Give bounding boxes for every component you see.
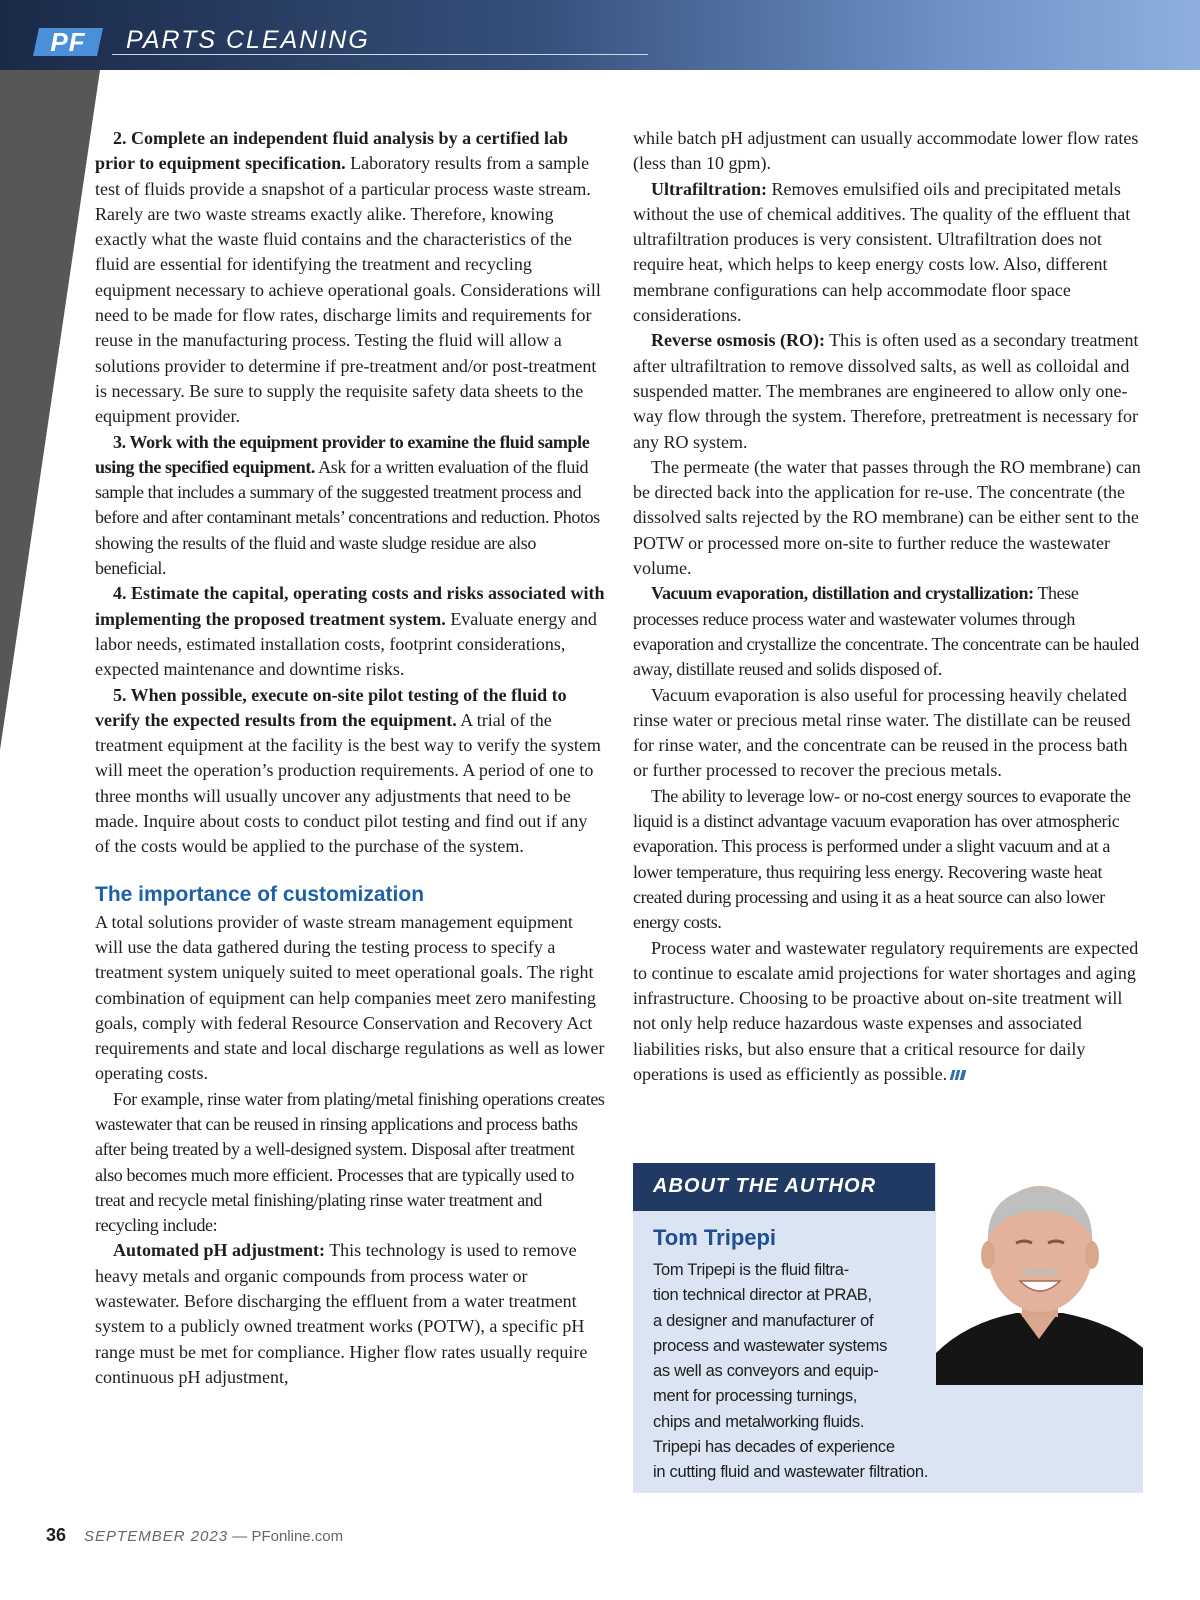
paragraph-reverse-osmosis: Reverse osmosis (RO): This is often used as a secondary treatment after ultrafiltration to remove dissolved salts, as well as colloidal and suspended matter. The membranes are engineered to allow only one-way flow through the system. Therefore, pretreatment is necessary for any RO system. xyxy=(633,330,1139,452)
paragraph-step-3: 3. Work with the equipment provider to examine the fluid sample using the specified equipment. Ask for a written evaluation of the fluid sample that includes a summary of the suggested treatment process and before and after contaminant metals’ concentrations and reduction. Photos showing the results of the fluid and waste sludge residue are also beneficial. xyxy=(95,431,600,579)
paragraph-example: For example, rinse water from plating/metal finishing operations creates wastewater that can be reused in rinsing applications and process baths after being treated by a well-designed system. Disposal after treatment also becomes much more efficient. Processes that are typically used to treat and recycle metal finishing/plating rinse water treatment and recycling include: xyxy=(95,1088,605,1236)
footer-separator: — xyxy=(228,1528,252,1545)
section-heading: The importance of customization xyxy=(95,882,425,906)
header-rule xyxy=(112,54,648,55)
paragraph-ph-adjustment: Automated pH adjustment: This technology is used to remove heavy metals and organic compounds from process water or wastewater. Before discharging the effluent from a water treatment system to a publicly owned treatment works (POTW), a specific pH range must be met for compliance. Higher flow rates usually require continuous pH adjustment, xyxy=(95,1240,588,1387)
page-number: 36 xyxy=(46,1525,67,1545)
decorative-wedge xyxy=(0,70,100,750)
left-column xyxy=(95,126,605,1390)
magazine-logo: PF xyxy=(33,28,103,56)
website: PFonline.com xyxy=(251,1528,344,1545)
author-photo xyxy=(936,1163,1143,1385)
section-title: PARTS CLEANING xyxy=(126,26,370,54)
page-header xyxy=(0,0,1200,70)
page-footer xyxy=(46,1525,343,1546)
paragraph-step-2: 2. Complete an independent fluid analysis by a certified lab prior to equipment specification. Laboratory results from a sample test of fluids provide a snapshot of a particular process waste stream. Rarely are two waste streams exactly alike. Therefore, knowing exactly what the waste fluid contains and the characteristics of the fluid are essential for identifying the treatment and recycling equipment necessary to achieve operational goals. Considerations will need to be made for flow rates, discharge limits and requirements for reuse in the manufacturing process. Testing the fluid will allow a solutions provider to determine if pre-treatment and/or post-treatment is necessary. Be sure to supply the requisite safety data sheets to the equipment provider. xyxy=(95,128,601,427)
issue-date: SEPTEMBER 2023 xyxy=(84,1528,229,1545)
paragraph-step-5: 5. When possible, execute on-site pilot testing of the fluid to verify the expected results from the equipment. A trial of the treatment equipment at the facility is the best way to verify the system will meet the operation’s production requirements. A period of one to three months will usually uncover any adjustments that need to be made. Inquire about costs to conduct pilot testing and find out if any of the costs would be applied to the purchase of the system. xyxy=(95,684,601,857)
paragraph-vacuum-evaporation: Vacuum evaporation, distillation and crystallization: These processes reduce process water and wastewater volumes through evaporation and crystallize the concentrate. The concentrate can be hauled away, distillate reused and solids disposed of. xyxy=(633,583,1139,680)
paragraph-step-4: 4. Estimate the capital, operating costs and risks associated with implementing the proposed treatment system. Evaluate energy and labor needs, estimated installation costs, footprint considerations, expected maintenance and downtime risks. xyxy=(95,583,605,680)
right-column xyxy=(633,126,1143,1087)
author-name: Tom Tripepi xyxy=(653,1225,777,1250)
paragraph-continued: while batch pH adjustment can usually accommodate lower flow rates (less than 10 gpm). xyxy=(633,128,1139,174)
paragraph-energy-sources: The ability to leverage low- or no-cost energy sources to evaporate the liquid is a distinct advantage vacuum evaporation has over atmospheric evaporation. This process is performed under a slight vacuum and at a lower temperature, thus requiring less energy. Recovering waste heat created during processing and using it as a heat source can also lower energy costs. xyxy=(633,785,1131,933)
about-author-box xyxy=(633,1163,1143,1493)
end-mark-icon xyxy=(950,1070,967,1080)
author-box-header: ABOUT THE AUTHOR xyxy=(633,1163,935,1211)
paragraph-chelated-rinse: Vacuum evaporation is also useful for processing heavily chelated rinse water or precious metal rinse water. The distillate can be reused for rinse water, and the concentrate can be reused in the process bath or further processed to recover the precious metals. xyxy=(633,684,1131,781)
paragraph-permeate: The permeate (the water that passes through the RO membrane) can be directed back into the application for re-use. The concentrate (the dissolved salts rejected by the RO membrane) can be either sent to the POTW or processed more on-site to further reduce the wastewater volume. xyxy=(633,456,1141,579)
paragraph-conclusion: Process water and wastewater regulatory requirements are expected to continue to escalate amid projections for water shortages and aging infrastructure. Choosing to be proactive about on-site treatment will not only help reduce hazardous waste expenses and associated liabilities risks, but also ensure that a critical resource for daily operations is used as efficiently as possible. xyxy=(633,937,1139,1084)
author-bio: Tom Tripepi is the fluid filtra- tion technical director at PRAB, a designer and manufacturer of process and wastewater systems as well as conveyors and equip- ment for processing turnings, chips and metalworking fluids. Tripepi has decades of experience in cutting fluid and wastewater filtration. xyxy=(653,1261,929,1482)
paragraph-customization: A total solutions provider of waste stream management equipment will use the data gathered during the testing process to specify a treatment system uniquely suited to meet operational goals. The right combination of equipment can help companies meet zero manifesting goals, comply with federal Resource Conservation and Recovery Act requirements and state and local discharge regulations as well as lower operating costs. xyxy=(95,911,605,1084)
paragraph-ultrafiltration: Ultrafiltration: Removes emulsified oils and precipitated metals without the use of chemical additives. The quality of the effluent that ultrafiltration produces is very consistent. Ultrafiltration does not require heat, which helps to keep energy costs low. Also, different membrane configurations can help accommodate floor space considerations. xyxy=(633,178,1131,326)
